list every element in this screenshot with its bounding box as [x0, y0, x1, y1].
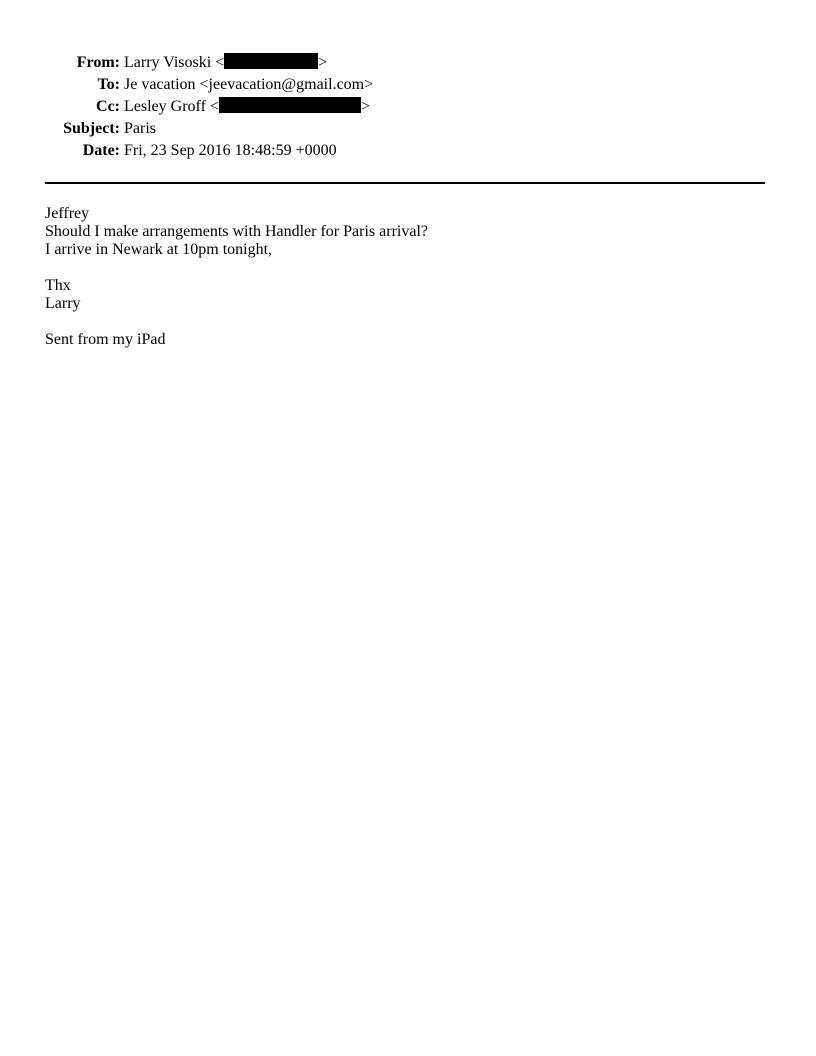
cc-value [124, 96, 370, 118]
body-line-question: Should I make arrangements with Handler for Paris arrival? [45, 223, 428, 240]
from-name: Larry Visoski [124, 54, 212, 71]
body-spacer [45, 259, 765, 277]
date-label: Date: [82, 142, 120, 159]
to-label: To: [97, 76, 120, 93]
subject-label: Subject: [63, 120, 120, 137]
date-row [0, 140, 816, 162]
cc-row [0, 96, 816, 118]
cc-email-redaction [219, 97, 361, 113]
body-line-signature: Larry [45, 295, 81, 312]
body-line-greeting: Jeffrey [45, 205, 90, 222]
email-body [45, 205, 765, 349]
body-line-arrival: I arrive in Newark at 10pm tonight, [45, 241, 273, 258]
subject-row [0, 118, 816, 140]
body-spacer [45, 313, 765, 331]
email-header [0, 52, 816, 162]
to-value: Je vacation <jeevacation@gmail.com> [124, 76, 374, 93]
from-value [124, 52, 327, 74]
from-bracket-close: > [318, 54, 328, 71]
body-line-thanks: Thx [45, 277, 71, 294]
header-divider [45, 182, 765, 184]
body-line-sent-from: Sent from my iPad [45, 331, 166, 348]
from-bracket-open: < [215, 54, 225, 71]
cc-bracket-open: < [209, 98, 219, 115]
date-value: Fri, 23 Sep 2016 18:48:59 +0000 [124, 142, 337, 159]
from-row [0, 52, 816, 74]
from-label: From: [76, 54, 120, 71]
to-row [0, 74, 816, 96]
cc-name: Lesley Groff [124, 98, 206, 115]
subject-value: Paris [124, 120, 156, 137]
cc-bracket-close: > [360, 98, 370, 115]
from-email-redaction [224, 53, 318, 69]
cc-label: Cc: [96, 98, 120, 115]
